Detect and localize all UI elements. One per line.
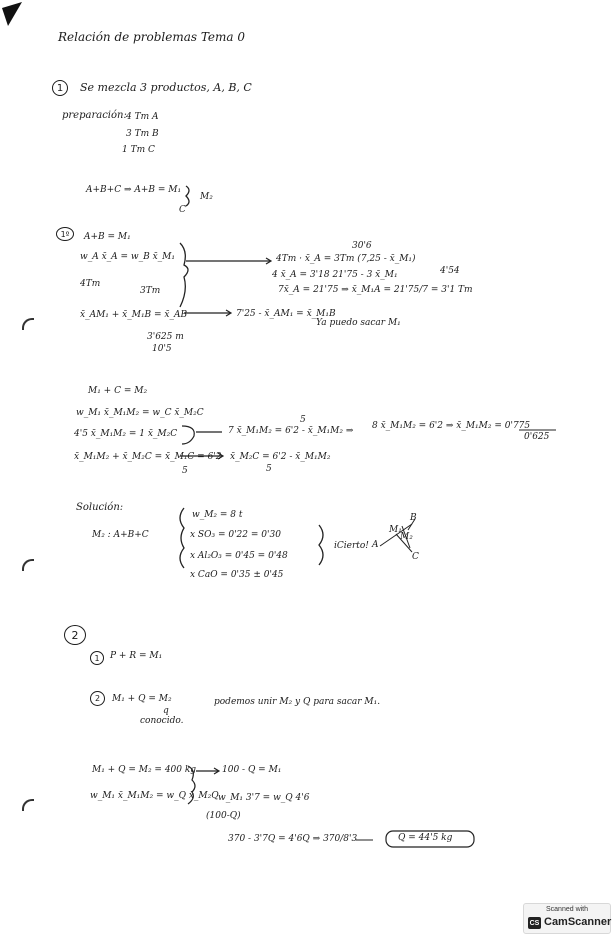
balance-equation: w_M₁ x̄_M₁M₂ = w_C x̄_M₂C: [76, 408, 204, 418]
annotation: 5: [182, 466, 188, 476]
annotation: podemos unir M₂ y Q para sacar M₁.: [214, 697, 381, 707]
result-line: 7 x̄_M₁M₂ = 6'2 - x̄_M₁M₂ ⇒: [228, 426, 354, 436]
scheme-equation: A+B+C ⇒ A+B = M₁: [86, 185, 182, 195]
solution-label: Solución:: [76, 502, 124, 513]
annotation: Ya puedo sacar M₁: [316, 318, 401, 328]
sum-equation: x̄_M₁M₂ + x̄_M₂C = x̄_M₁C = 6'2: [74, 452, 222, 462]
item-number: 1: [90, 651, 104, 665]
balance-equation: 4'5 x̄_M₁M₂ = 1 x̄_M₂C: [74, 429, 178, 439]
camscanner-watermark: [523, 903, 611, 934]
solution-line: x SO₃ = 0'22 = 0'30: [190, 530, 281, 540]
diagram-label: C: [412, 552, 419, 562]
mass-b: 3Tm: [140, 286, 161, 296]
balance-equation: w_A x̄_A = w_B x̄_M₁: [80, 252, 175, 262]
annotation: q: [163, 706, 169, 716]
balance-equation: w_M₁ x̄_M₁M₂ = w_Q x̄_M₂Q: [90, 791, 219, 801]
annotation: 5: [266, 464, 272, 474]
balance-equation: M₁ + Q = M₂ = 400 kg: [92, 765, 197, 775]
annotation: 5: [300, 415, 306, 425]
annotation: (100-Q): [206, 811, 241, 821]
annotation: conocido.: [140, 716, 184, 726]
result-line: 7x̄_A = 21'75 ⇒ x̄_M₁A = 21'75/7 = 3'1 Tm: [278, 285, 473, 295]
problem-number: 2: [64, 625, 86, 645]
final-answer: Q = 44'5 kg: [398, 833, 453, 843]
sum-equation: x̄_AM₁ + x̄_M₁B = x̄_AB: [80, 310, 188, 320]
value-note: 3'625 m: [147, 332, 184, 342]
page-title: Relación de problemas Tema 0: [58, 30, 245, 44]
result-line: 100 - Q = M₁: [222, 765, 282, 775]
diagram-label: M₂: [400, 532, 413, 542]
scanned-label: Scanned with: [545, 906, 589, 913]
prep-line: 3 Tm B: [126, 129, 159, 139]
result-line: 4Tm · x̄_A = 3Tm (7,25 - x̄_M₁): [276, 254, 416, 264]
result-line: 370 - 3'7Q = 4'6Q ⇒ 370/8'3: [228, 834, 358, 844]
annotation: iCierto!: [334, 541, 369, 551]
sub-step-number: 1º: [56, 227, 74, 241]
mass-a: 4Tm: [80, 279, 101, 289]
preparation-label: preparación:: [62, 110, 127, 121]
prep-line: 1 Tm C: [122, 145, 155, 155]
diagram-label: B: [410, 513, 417, 523]
solution-lhs: M₂ : A+B+C: [92, 530, 149, 540]
scheme-c: C: [179, 205, 186, 215]
result-line: 8 x̄_M₁M₂ = 6'2 ⇒ x̄_M₁M₂ = 0'775: [372, 421, 531, 431]
annotation: 30'6: [352, 241, 372, 251]
prep-line: 4 Tm A: [126, 112, 159, 122]
solution-line: x CaO = 0'35 ± 0'45: [190, 570, 284, 580]
problem-number: 1: [52, 80, 68, 96]
annotation: 0'625: [524, 432, 550, 442]
solution-line: w_M₂ = 8 t: [192, 510, 243, 520]
step-equation: M₁ + C = M₂: [88, 386, 148, 396]
sum-result: 7'25 - x̄_AM₁ = x̄_M₁B: [236, 309, 336, 319]
result-line: x̄_M₂C = 6'2 - x̄_M₁M₂: [230, 452, 331, 462]
item-equation: P + R = M₁: [110, 651, 163, 661]
result-line: w_M₁ 3'7 = w_Q 4'6: [218, 793, 310, 803]
scheme-result: M₂: [200, 192, 213, 202]
item-equation: M₁ + Q = M₂: [112, 694, 172, 704]
camscanner-logo-icon: CS: [528, 917, 541, 929]
step-equation: A+B = M₁: [84, 232, 131, 242]
result-line: 4 x̄_A = 3'18 21'75 - 3 x̄_M₁: [272, 270, 398, 280]
item-number: 2: [90, 691, 105, 706]
annotation: 4'54: [440, 266, 460, 276]
solution-line: x Al₂O₃ = 0'45 = 0'48: [190, 551, 288, 561]
problem-statement: Se mezcla 3 productos, A, B, C: [80, 81, 252, 94]
diagram-label: M₁: [389, 525, 402, 535]
diagram-label: A: [372, 540, 379, 550]
value-note: 10'5: [152, 344, 172, 354]
app-name: CamScanner: [544, 916, 612, 928]
